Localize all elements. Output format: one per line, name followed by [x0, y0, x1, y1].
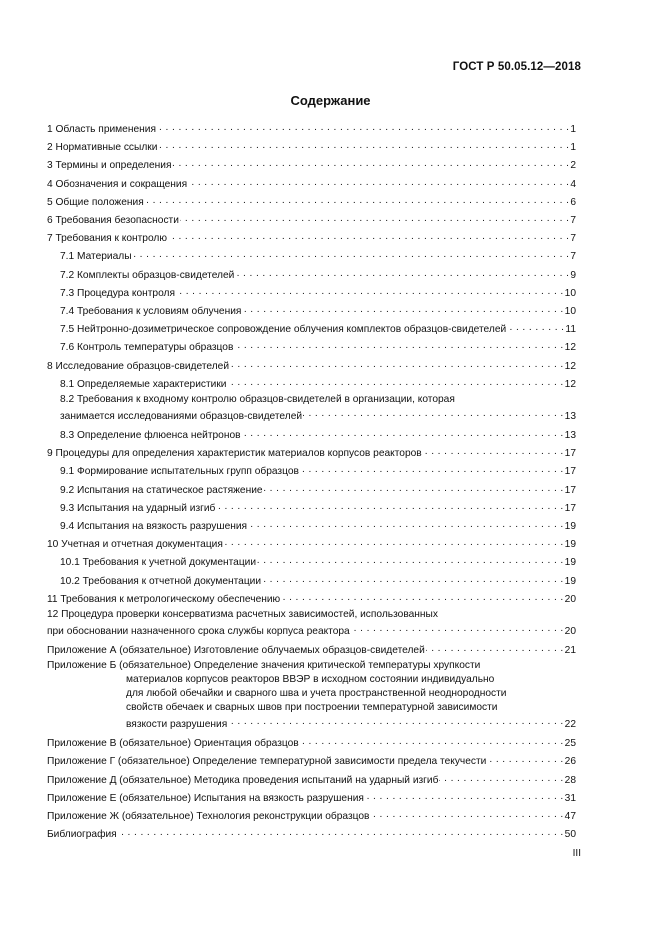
toc-entry[interactable]: Приложение А (обязательное) Изготовление облучаемых образцов-свидетелей . . . 21	[47, 641, 576, 659]
toc-subentry[interactable]: 7.5 Нейтронно-дозиметрическое сопровождение облучения комплектов образцов-свидетелей . . . 11	[60, 320, 576, 338]
toc-subentry[interactable]: 10.2 Требования к отчетной документации . . . 19	[60, 572, 576, 590]
toc-entry[interactable]: 4 Обозначения и сокращения . . . 4	[47, 175, 576, 193]
toc-entry[interactable]: 10 Учетная и отчетная документация . . . 19	[47, 535, 576, 553]
toc-entry[interactable]: Приложение Г (обязательное) Определение температурной зависимости предела текучести . . . 26	[47, 752, 576, 770]
toc-entry[interactable]: 1 Область применения . . . 1	[47, 120, 576, 138]
toc-entry-multiline[interactable]: Приложение Б (обязательное) Определение значения критической температуры хрупкости материалов корпусов реакторов ВВЭР в исходном состоянии индивидуально для любой обечайки и сварного шва и учета пространственной неоднородности свойств обечаек и сварных швов при построении температурной зависимости вязкости разрушения . . . 22	[47, 659, 576, 732]
toc-subentry[interactable]: 9.2 Испытания на статическое растяжение . . . 17	[60, 481, 576, 499]
toc-subentry-multiline[interactable]: 8.2 Требования к входному контролю образцов-свидетелей в организации, которая занимается исследованиями образцов-свидетелей . . . 13	[60, 393, 576, 424]
toc-subentry[interactable]: 7.4 Требования к условиям облучения . . . 10	[60, 302, 576, 320]
toc-entry[interactable]: 8 Исследование образцов-свидетелей . . . 12	[47, 357, 576, 375]
toc-subentry[interactable]: 8.1 Определяемые характеристики . . . 12	[60, 375, 576, 393]
toc-entry[interactable]: Приложение Ж (обязательное) Технология реконструкции образцов . . . 47	[47, 807, 576, 825]
toc-entry[interactable]: Приложение В (обязательное) Ориентация образцов . . . 25	[47, 734, 576, 752]
toc-subentry[interactable]: 7.1 Материалы . . . 7	[60, 247, 576, 265]
toc-entry[interactable]: Приложение Д (обязательное) Методика проведения испытаний на ударный изгиб . . . 28	[47, 771, 576, 789]
toc-subentry[interactable]: 7.3 Процедура контроля . . . 10	[60, 284, 576, 302]
toc-entry-multiline[interactable]: 12 Процедура проверки консерватизма расчетных зависимостей, использованных при обосновании назначенного срока службы корпуса реактора . . . 20	[47, 608, 576, 639]
toc-subentry[interactable]: 9.4 Испытания на вязкость разрушения . . . 19	[60, 517, 576, 535]
toc-entry[interactable]: 5 Общие положения . . . 6	[47, 193, 576, 211]
table-of-contents	[47, 120, 576, 844]
toc-subentry[interactable]: 7.6 Контроль температуры образцов . . . 12	[60, 338, 576, 356]
toc-entry[interactable]: 9 Процедуры для определения характеристик материалов корпусов реакторов . . . 17	[47, 444, 576, 462]
standard-code: ГОСТ Р 50.05.12—2018	[452, 61, 581, 73]
toc-entry[interactable]: 7 Требования к контролю . . . 7	[47, 229, 576, 247]
toc-subentry[interactable]: 8.3 Определение флюенса нейтронов . . . 13	[60, 426, 576, 444]
toc-entry[interactable]: 6 Требования безопасности . . . 7	[47, 211, 576, 229]
page-title: Содержание	[290, 93, 371, 108]
toc-subentry[interactable]: 7.2 Комплекты образцов-свидетелей . . . 9	[60, 266, 576, 284]
toc-subentry[interactable]: 9.3 Испытания на ударный изгиб . . . 17	[60, 499, 576, 517]
toc-entry[interactable]: Библиография . . . 50	[47, 825, 576, 843]
toc-entry[interactable]: 11 Требования к метрологическому обеспечению . . . 20	[47, 590, 576, 608]
toc-subentry[interactable]: 9.1 Формирование испытательных групп образцов . . . 17	[60, 462, 576, 480]
toc-entry[interactable]: 3 Термины и определения . . . 2	[47, 156, 576, 174]
page-number: III	[572, 848, 581, 859]
toc-entry[interactable]: 2 Нормативные ссылки . . . 1	[47, 138, 576, 156]
toc-entry[interactable]: Приложение Е (обязательное) Испытания на вязкость разрушения . . . 31	[47, 789, 576, 807]
toc-subentry[interactable]: 10.1 Требования к учетной документации . . . 19	[60, 553, 576, 571]
